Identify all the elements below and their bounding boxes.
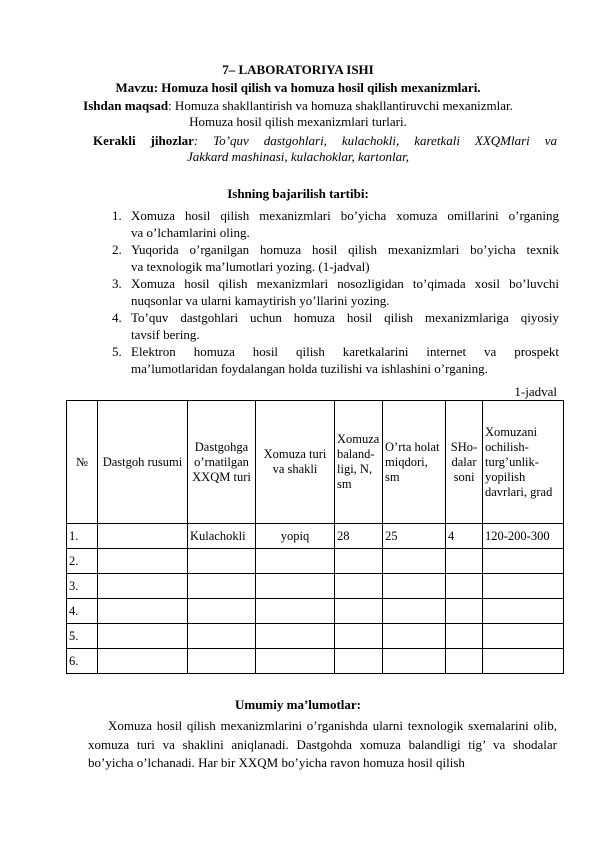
- list-item-text-cont: nuqsonlar va ularni kamaytirish yo’llarini yozing.: [131, 292, 390, 308]
- list-item-number: 2.: [112, 242, 122, 257]
- table-cell: [446, 549, 483, 574]
- table-row: [67, 549, 564, 574]
- list-item-text: Yuqorida o’rganilgan homuza hosil qilish mexanizmlari bo’yicha texnik: [131, 242, 559, 257]
- equipment-line: [93, 133, 557, 149]
- table-cell: [188, 599, 256, 624]
- table-row: [67, 574, 564, 599]
- table-cell: [383, 624, 446, 649]
- table-header-cell: Dastgohga o’rnatilgan XXQM turi: [188, 401, 256, 524]
- list-item-number: 4.: [112, 310, 122, 325]
- table-cell: [188, 549, 256, 574]
- table-header-cell: №: [67, 401, 98, 524]
- table-cell: [383, 649, 446, 674]
- list-item-text: Elektron homuza hosil qilish karetkalarini internet va prospekt: [131, 344, 559, 359]
- table-row: [67, 599, 564, 624]
- list-item-number: 3.: [112, 276, 122, 291]
- table-cell: [188, 624, 256, 649]
- list-item-number: 5.: [112, 344, 122, 359]
- equipment-text: : To’quv dastgohlari, kulachokli, karetkali XXQMlari va: [193, 133, 557, 148]
- table-cell: [383, 549, 446, 574]
- table-cell: Kulachokli: [188, 524, 256, 549]
- table-header-cell: Xomuza turi va shakli: [256, 401, 335, 524]
- list-item-text: To’quv dastgohlari uchun homuza hosil qilish mexanizmlariga qiyosiy: [131, 310, 559, 325]
- goal-label: Ishdan maqsad: [83, 98, 169, 113]
- table-cell: [188, 649, 256, 674]
- table-cell: 120-200-300: [483, 524, 564, 549]
- table-cell: 1.: [67, 524, 98, 549]
- table-cell: 25: [383, 524, 446, 549]
- table-cell: [446, 574, 483, 599]
- table-cell: [256, 624, 335, 649]
- lab-title: 7– LABORATORIYA ISHI: [222, 62, 374, 77]
- list-item: [112, 208, 559, 241]
- equipment-label: Kerakli jihozlar: [93, 133, 194, 148]
- table-cell: [335, 624, 383, 649]
- list-item-text-cont: va texnologik ma’lumotlari yozing. (1-jadval): [131, 258, 370, 274]
- table-cell: [256, 574, 335, 599]
- table-cell: [335, 574, 383, 599]
- table-cell: 6.: [67, 649, 98, 674]
- table-cell: [335, 599, 383, 624]
- goal-line-2: Homuza hosil qilish mexanizmlari turlari.: [189, 114, 407, 129]
- equipment-line-2: Jakkard mashinasi, kulachoklar, kartonlar,: [187, 149, 409, 164]
- general-info-heading: Umumiy ma’lumotlar:: [234, 697, 361, 712]
- table-cell: 4: [446, 524, 483, 549]
- list-item-number: 1.: [112, 208, 122, 223]
- table-cell: [98, 599, 188, 624]
- table-cell: [446, 624, 483, 649]
- table-cell: [446, 649, 483, 674]
- table-cell: [483, 574, 564, 599]
- list-item: [112, 310, 559, 343]
- table-cell: 2.: [67, 549, 98, 574]
- table-cell: [98, 624, 188, 649]
- table-cell: 28: [335, 524, 383, 549]
- table-header-cell: O’rta holat miqdori, sm: [383, 401, 446, 524]
- table-cell: [188, 574, 256, 599]
- table-cell: [383, 574, 446, 599]
- table-header-cell: Dastgoh rusumi: [98, 401, 188, 524]
- table-header-cell: SHo-dalar soni: [446, 401, 483, 524]
- list-item-text: Xomuza hosil qilish mexanizmlari bo’yicha xomuza omillarini o’rganing: [131, 208, 559, 223]
- table-cell: [483, 549, 564, 574]
- topic-line: Mavzu: Homuza hosil qilish va homuza hosil qilish mexanizmlari.: [115, 80, 481, 95]
- table-cell: [256, 649, 335, 674]
- table-header-row: [67, 401, 564, 524]
- table-cell: [98, 524, 188, 549]
- table-row: [67, 624, 564, 649]
- list-item-text-cont: ma’lumotlaridan foydalangan holda tuzilishi va ishlashini o’rganing.: [131, 360, 488, 376]
- goal-text: : Homuza shakllantirish va homuza shakllantiruvchi mexanizmlar.: [168, 98, 513, 113]
- procedure-heading: Ishning bajarilish tartibi:: [227, 186, 369, 201]
- list-item-text-cont: tavsif bering.: [131, 326, 200, 342]
- table-cell: 3.: [67, 574, 98, 599]
- table-cell: [383, 599, 446, 624]
- table-cell: [483, 649, 564, 674]
- goal-line: [0, 98, 596, 114]
- table-caption: 1-jadval: [514, 384, 557, 399]
- table-cell: [335, 649, 383, 674]
- table-cell: yopiq: [256, 524, 335, 549]
- body-paragraph: Xomuza hosil qilish mexanizmlarini o’rganishda ularni texnologik sxemalarini olib, xomuza turi va shaklini aniqlanadi. Dastgohda xomuza balandligi tig’ va shodalar bo’yicha o’lchanadi. Har bir XXQM bo’yicha ravon homuza hosil qilish: [88, 718, 557, 770]
- table-cell: [446, 599, 483, 624]
- table-cell: [483, 624, 564, 649]
- list-item: [112, 276, 559, 309]
- table-row: [67, 649, 564, 674]
- data-table: [66, 400, 564, 674]
- table-cell: [335, 549, 383, 574]
- table-cell: [483, 599, 564, 624]
- table-header-cell: Xomuzani ochilish-turg’unlik-yopilish davrlari, grad: [483, 401, 564, 524]
- table-cell: [98, 574, 188, 599]
- list-item: [112, 242, 559, 275]
- table-cell: 5.: [67, 624, 98, 649]
- table-header-cell: Xomuza baland-ligi, N, sm: [335, 401, 383, 524]
- table-cell: [256, 599, 335, 624]
- list-item: [112, 344, 559, 377]
- table-row: [67, 524, 564, 549]
- table-cell: 4.: [67, 599, 98, 624]
- list-item-text-cont: va o’lchamlarini oling.: [131, 224, 250, 240]
- list-item-text: Xomuza hosil qilish mexanizmlari nosozligidan to’qimada xosil bo’luvchi: [131, 276, 559, 291]
- table-cell: [256, 549, 335, 574]
- table-cell: [98, 649, 188, 674]
- table-cell: [98, 549, 188, 574]
